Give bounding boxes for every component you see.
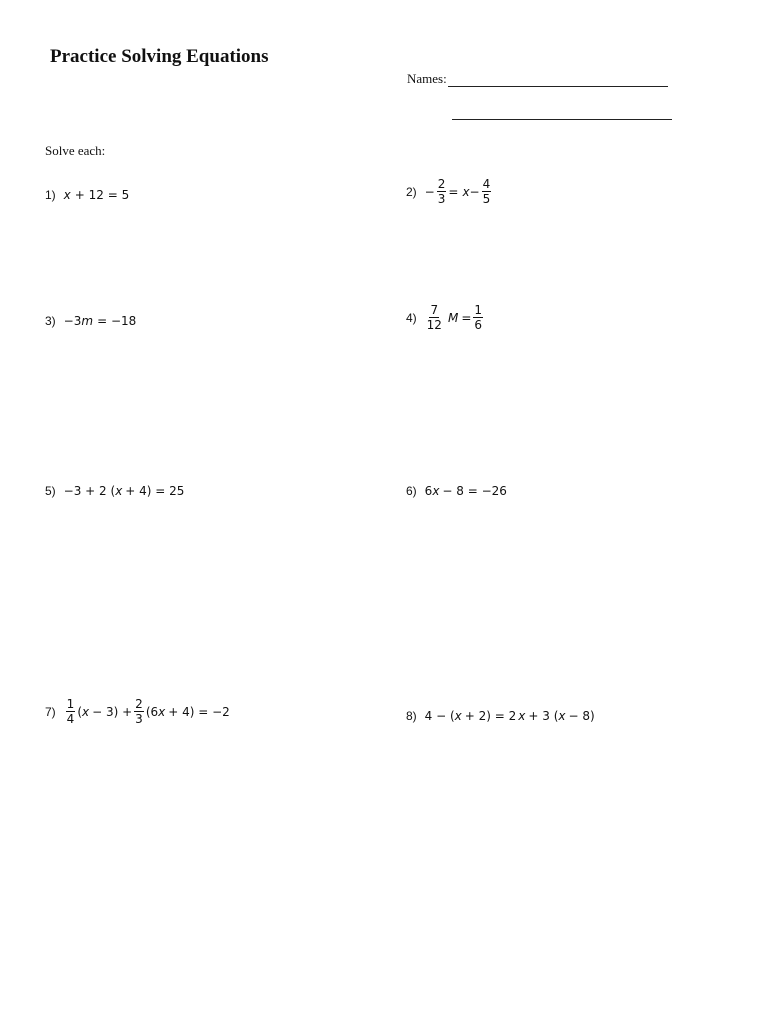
equation-text: (6	[145, 704, 159, 719]
denominator: 6	[474, 318, 483, 332]
fraction	[427, 304, 442, 331]
numerator: 4	[482, 177, 491, 191]
variable: x	[432, 484, 440, 498]
fraction	[482, 178, 492, 205]
variable: x	[558, 709, 566, 723]
instructions: Solve each:	[45, 143, 106, 158]
equation-text: −	[469, 184, 480, 199]
numerator: 7	[430, 303, 439, 317]
variable: m	[81, 314, 94, 328]
fraction	[134, 698, 144, 725]
fraction	[66, 698, 76, 725]
equation-text: −3	[63, 314, 82, 328]
sign: −	[424, 184, 435, 199]
equation-text: + 3 (	[528, 709, 559, 723]
problem-number: 4)	[406, 310, 417, 325]
problem-1	[45, 188, 129, 202]
variable: x	[115, 484, 123, 498]
problem-8	[406, 709, 595, 723]
problem-number: 8)	[406, 709, 417, 723]
problem-number: 1)	[45, 188, 56, 202]
problem-number: 5)	[45, 484, 56, 498]
equation-text: (	[77, 704, 82, 719]
numerator: 2	[437, 177, 446, 191]
problem-number: 7)	[45, 704, 56, 719]
problem-number: 3)	[45, 314, 56, 328]
problem-number: 6)	[406, 484, 417, 498]
equation-text: + 4) = −2	[168, 704, 230, 719]
problem-2	[406, 178, 493, 205]
problem-7	[45, 698, 230, 725]
denominator: 3	[437, 192, 446, 206]
equation	[425, 484, 507, 498]
equation-text: + 12 = 5	[74, 188, 130, 202]
equation-text: + 2) = 2	[464, 709, 517, 723]
denominator: 12	[426, 318, 442, 332]
problem-5	[45, 484, 184, 498]
equation	[425, 304, 485, 331]
worksheet-title: Practice Solving Equations	[50, 46, 269, 67]
variable: x	[82, 704, 90, 719]
equation-text: − 3) +	[92, 704, 133, 719]
denominator: 3	[135, 712, 143, 726]
variable: x	[158, 704, 166, 719]
names-line	[448, 72, 668, 87]
names-line-second	[452, 119, 672, 120]
equation-text: + 4) = 25	[125, 484, 185, 498]
problem-4	[406, 304, 485, 331]
equation-text: 6	[424, 484, 433, 498]
equation	[64, 484, 185, 498]
equation-text: − 8 = −26	[442, 484, 507, 498]
equation-text: 4 − (	[424, 709, 455, 723]
numerator: 1	[474, 303, 483, 317]
denominator: 5	[482, 192, 491, 206]
fraction	[437, 178, 447, 205]
problem-number: 2)	[406, 184, 417, 199]
equation-text: =	[448, 184, 459, 199]
equation-text: − 8)	[568, 709, 595, 723]
problem-6	[406, 484, 507, 498]
numerator: 2	[135, 697, 143, 711]
fraction	[473, 304, 483, 331]
variable: M	[447, 310, 459, 325]
numerator: 1	[66, 697, 75, 711]
equation	[425, 178, 494, 205]
problem-3	[45, 314, 136, 328]
equation	[64, 188, 130, 202]
denominator: 4	[66, 712, 75, 726]
names-field	[407, 71, 668, 87]
names-label: Names:	[407, 71, 447, 86]
variable: x	[454, 709, 462, 723]
variable: x	[462, 184, 470, 199]
equation-text: −3 + 2 (	[63, 484, 116, 498]
variable: x	[63, 188, 71, 202]
equation	[64, 698, 230, 725]
equation	[64, 314, 137, 328]
variable: x	[518, 709, 526, 723]
equation-text: = −18	[97, 314, 137, 328]
equation	[425, 709, 595, 723]
equation-text: =	[461, 310, 472, 325]
